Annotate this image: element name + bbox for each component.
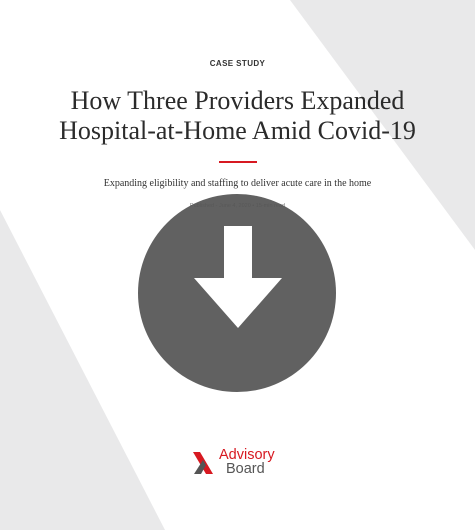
title-divider <box>219 161 257 163</box>
brand-logo <box>193 448 293 480</box>
download-arrow-icon <box>138 194 336 392</box>
document-subtitle: Expanding eligibility and staffing to deliver acute care in the home <box>103 178 372 189</box>
document-title <box>20 86 455 146</box>
advisory-board-logo-icon <box>193 450 219 476</box>
brand-wordmark <box>219 448 275 476</box>
download-button[interactable] <box>138 194 336 392</box>
brand-name-line-1: Advisory <box>219 447 275 463</box>
document-eyebrow: CASE STUDY <box>209 59 266 68</box>
document-title-line-2: Hospital-at-Home Amid Covid-19 <box>59 116 416 145</box>
document-title-line-1: How Three Providers Expanded <box>70 86 405 115</box>
brand-name-line-2: Board <box>226 461 265 477</box>
